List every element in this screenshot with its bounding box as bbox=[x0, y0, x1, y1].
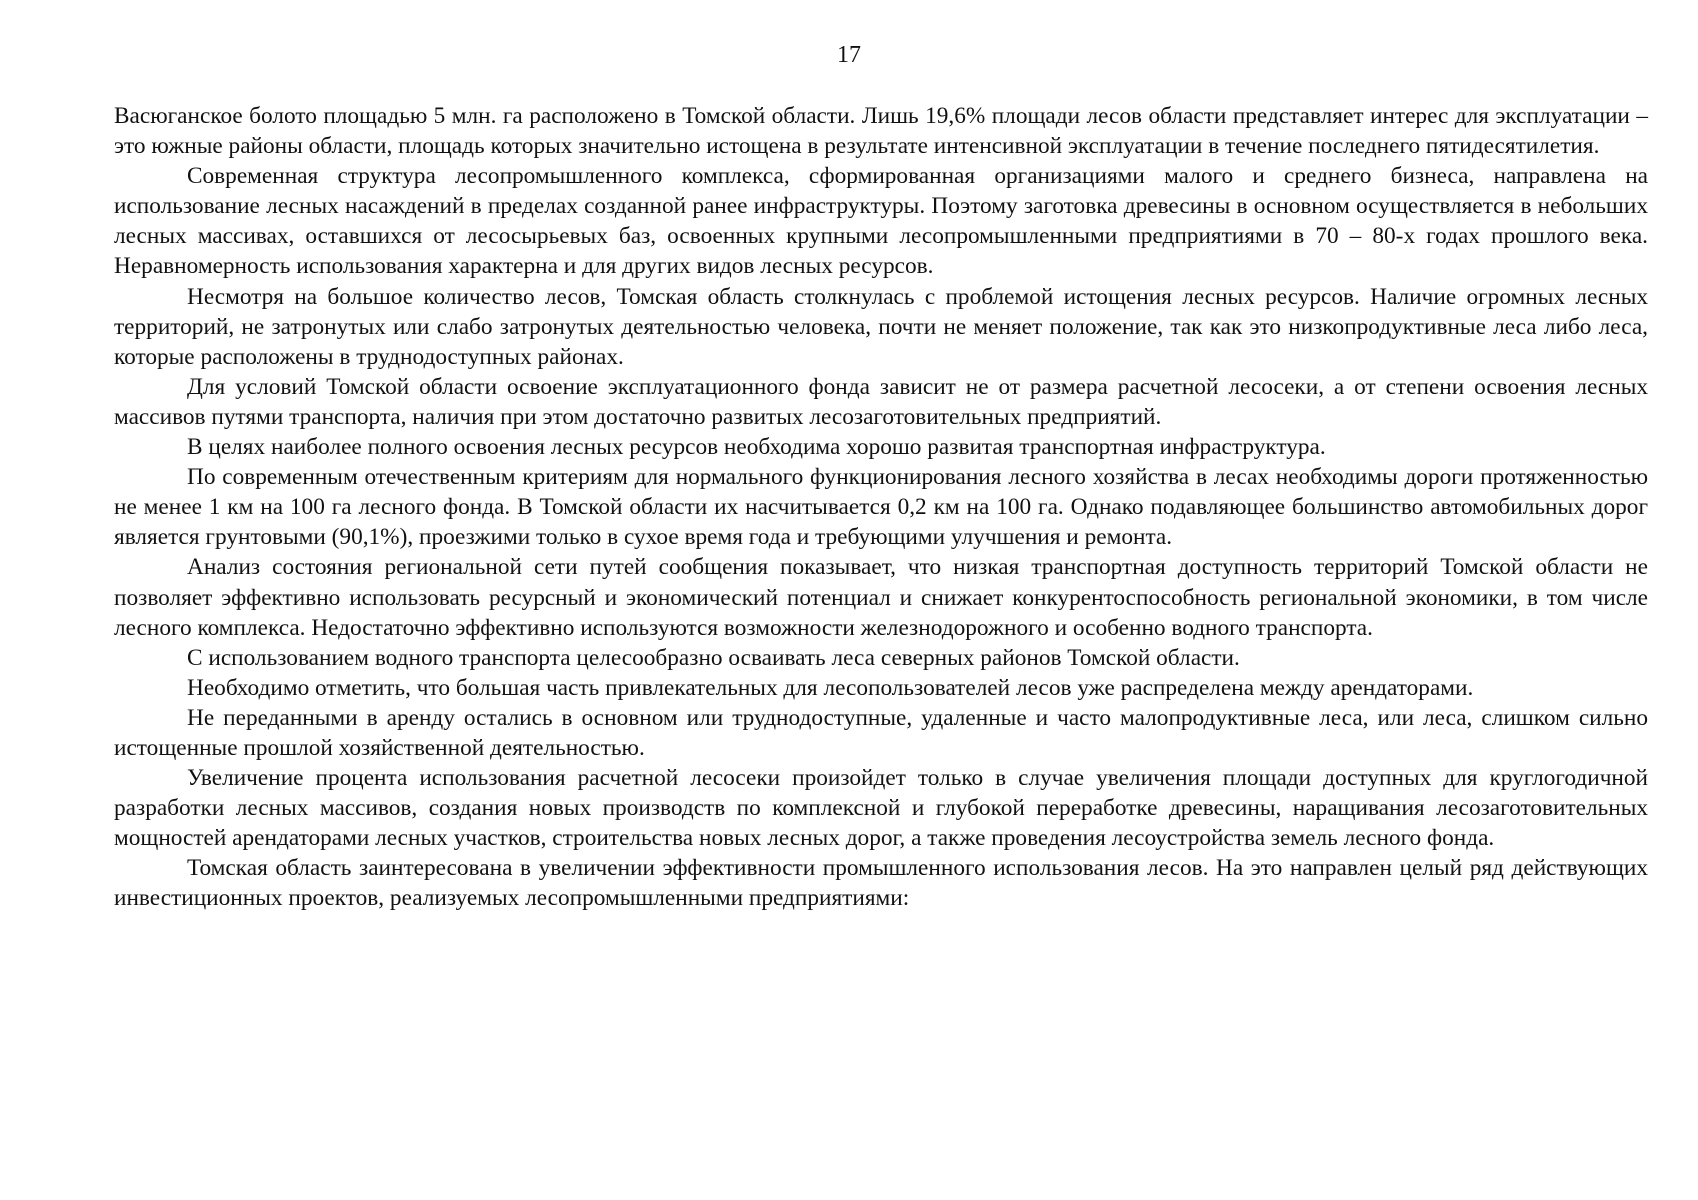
paragraph-unleased-forests: Не переданными в аренду остались в основном или труднодоступные, удаленные и часто малопродуктивные леса, или леса, слишком сильно истощенные прошлой хозяйственной деятельностью. bbox=[114, 704, 1648, 761]
paragraph-water-transport: С использованием водного транспорта целесообразно осваивать леса северных районов Томской области. bbox=[187, 644, 1240, 671]
paragraph-transport-infrastructure: В целях наиболее полного освоения лесных ресурсов необходима хорошо развитая транспортная инфраструктура. bbox=[187, 434, 1326, 461]
paragraph-cutting-increase: Увеличение процента использования расчетной лесосеки произойдет только в случае увеличения площади доступных для круглогодичной разработки лесных массивов, создания новых производств по комплексной и глубокой переработке древесины, наращивания лесозаготовительных мощностей арендаторами лесных участков, строительства новых лесных дорог, а также проведения лесоустройства земель лесного фонда. bbox=[114, 765, 1648, 852]
paragraph-exploitation-conditions: Для условий Томской области освоение эксплуатационного фонда зависит не от размера расчетной лесосеки, а от степени освоения лесных массивов путями транспорта, наличия при этом достаточно развитых лесозаготовительных предприятий. bbox=[114, 373, 1648, 430]
paragraph-leased-forests: Необходимо отметить, что большая часть привлекательных для лесопользователей лесов уже распределена между арендаторами. bbox=[187, 674, 1474, 701]
paragraph-investment-projects: Томская область заинтересована в увеличении эффективности промышленного использования лесов. На это направлен целый ряд действующих инвестиционных проектов, реализуемых лесопромышленными предприятиями: bbox=[114, 855, 1648, 912]
paragraph-resource-depletion: Несмотря на большое количество лесов, Томская область столкнулась с проблемой истощения лесных ресурсов. Наличие огромных лесных территорий, не затронутых или слабо затронутых деятельностью человека, почти не меняет положение, так как это низкопродуктивные леса либо леса, которые расположены в труднодоступных районах. bbox=[114, 283, 1648, 370]
page-number: 17 bbox=[837, 42, 861, 68]
paragraph-vasyugan-swamp: Васюганское болото площадью 5 млн. га расположено в Томской области. Лишь 19,6% площади лесов области представляет интерес для эксплуатации – это южные районы области, площадь которых значительно истощена в результате интенсивной эксплуатации в течение последнего пятидесятилетия. bbox=[114, 103, 1648, 160]
paragraph-industry-structure: Современная структура лесопромышленного комплекса, сформированная организациями малого и среднего бизнеса, направлена на использование лесных насаждений в пределах созданной ранее инфраструктуры. Поэтому заготовка древесины в основном осуществляется в небольших лесных массивах, оставшихся от лесосырьевых баз, освоенных крупными лесопромышленными предприятиями в 70 – 80-х годах прошлого века. Неравномерность использования характерна и для других видов лесных ресурсов. bbox=[114, 163, 1648, 280]
document-body bbox=[114, 101, 1648, 914]
paragraph-road-criteria: По современным отечественным критериям для нормального функционирования лесного хозяйства в лесах необходимы дороги протяженностью не менее 1 км на 100 га лесного фонда. В Томской области их насчитывается 0,2 км на 100 га. Однако подавляющее большинство автомобильных дорог является грунтовыми (90,1%), проезжими только в сухое время года и требующими улучшения и ремонта. bbox=[114, 464, 1648, 551]
paragraph-transport-analysis: Анализ состояния региональной сети путей сообщения показывает, что низкая транспортная доступность территорий Томской области не позволяет эффективно использовать ресурсный и экономический потенциал и снижает конкурентоспособность региональной экономики, в том числе лесного комплекса. Недостаточно эффективно используются возможности железнодорожного и особенно водного транспорта. bbox=[114, 554, 1648, 641]
